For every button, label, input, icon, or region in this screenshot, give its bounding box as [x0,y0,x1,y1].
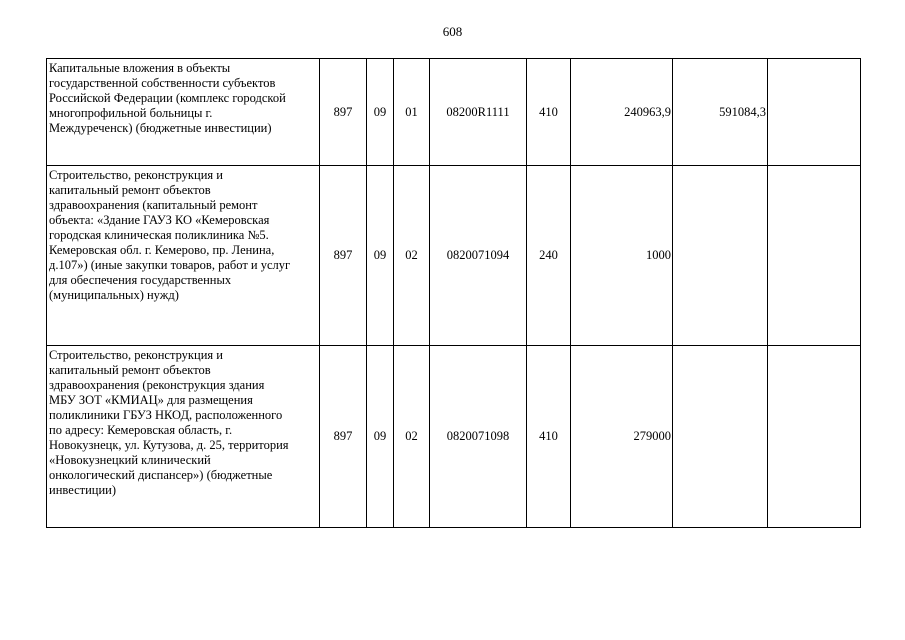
amount-2 [673,346,768,528]
subsection-code: 01 [394,59,430,166]
row-description: Строительство, реконструкция и капитальный ремонт объектов здравоохранения (реконструкция здания МБУ ЗОТ «КМИАЦ» для размещения поликлиники ГБУЗ НКОД, расположенного по адресу: Кемеровская область, г. Новокузнецк, ул. Кутузова, д. 25, территория «Новокузнецкий клинический онкологический диспансер») (бюджетные инвестиции) [47,346,320,528]
amount-1: 240963,9 [571,59,673,166]
row-description: Капитальные вложения в объекты государственной собственности субъектов Российской Федерации (комплекс городской многопрофильной больницы г. Междуреченск) (бюджетные инвестиции) [47,59,320,166]
table-row [47,166,861,346]
amount-1: 279000 [571,346,673,528]
target-article-code: 08200R1111 [430,59,527,166]
amount-1: 1000 [571,166,673,346]
ministry-code: 897 [320,59,367,166]
amount-3 [768,346,861,528]
amount-3 [768,166,861,346]
section-code: 09 [367,166,394,346]
target-article-code: 0820071098 [430,346,527,528]
subsection-code: 02 [394,346,430,528]
expense-type-code: 240 [527,166,571,346]
row-description: Строительство, реконструкция и капитальный ремонт объектов здравоохранения (капитальный ремонт объекта: «Здание ГАУЗ КО «Кемеровская городская клиническая поликлиника №5. Кемеровская обл. г. Кемерово, пр. Ленина, д.107») (иные закупки товаров, работ и услуг для обеспечения государственных (муниципальных) нужд) [47,166,320,346]
expense-type-code: 410 [527,59,571,166]
target-article-code: 0820071094 [430,166,527,346]
expense-type-code: 410 [527,346,571,528]
ministry-code: 897 [320,166,367,346]
amount-2 [673,166,768,346]
subsection-code: 02 [394,166,430,346]
amount-3 [768,59,861,166]
amount-2: 591084,3 [673,59,768,166]
section-code: 09 [367,59,394,166]
table-row [47,59,861,166]
table-row [47,346,861,528]
page-number: 608 [442,24,463,39]
ministry-code: 897 [320,346,367,528]
section-code: 09 [367,346,394,528]
budget-table [46,58,861,528]
